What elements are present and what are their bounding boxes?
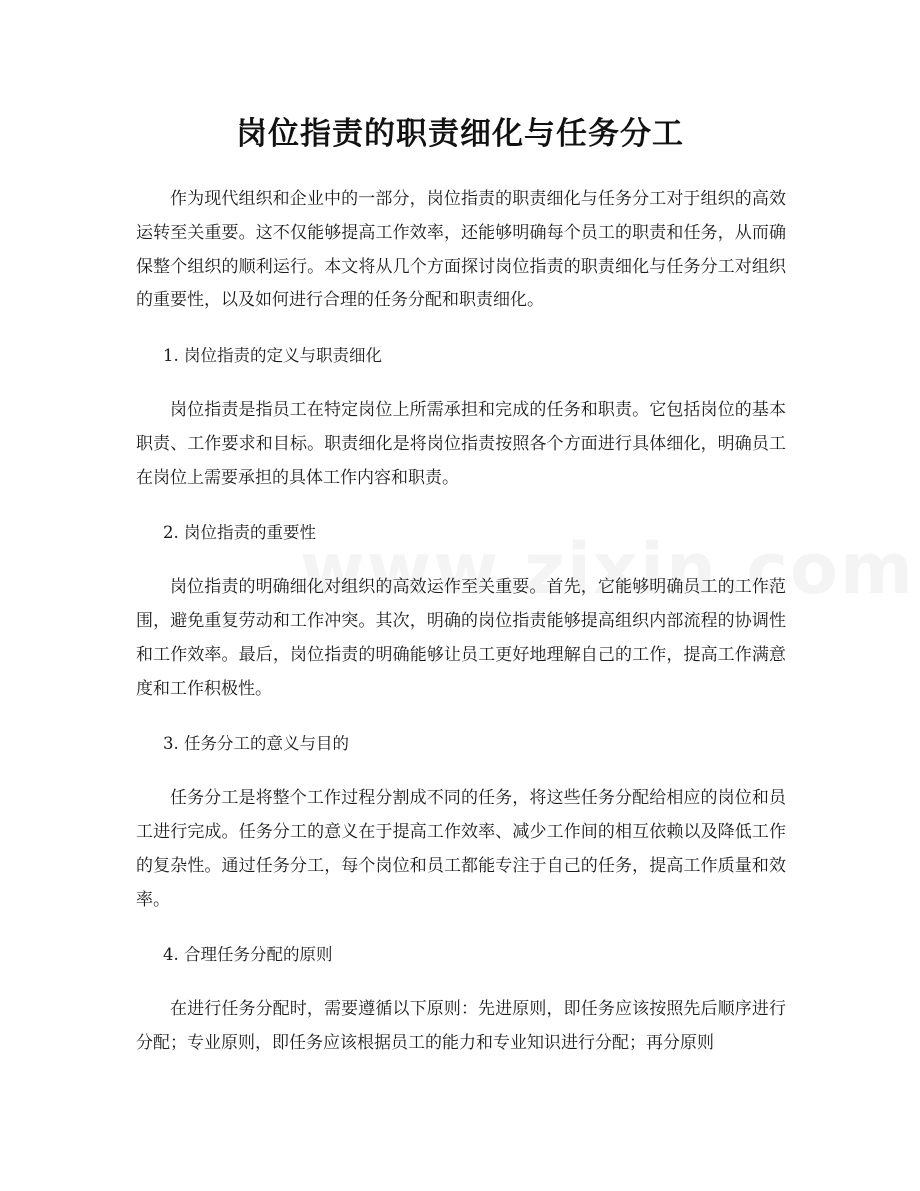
document-title: 岗位指责的职责细化与任务分工 bbox=[236, 116, 684, 152]
section-heading: 2. 岗位指责的重要性 bbox=[163, 523, 316, 543]
section-paragraph: 岗位指责的明确细化对组织的高效运作至关重要。首先，它能够明确员工的工作范围，避免重复劳动和工作冲突。其次，明确的岗位指责能够提高组织内部流程的协调性和工作效率。最后，岗位指责的明确能够让员工更好地理解自己的工作，提高工作满意度和工作积极性。 bbox=[136, 577, 786, 699]
section-paragraph: 任务分工是将整个工作过程分割成不同的任务，将这些任务分配给相应的岗位和员工进行完成。任务分工的意义在于提高工作效率、减少工作间的相互依赖以及降低工作的复杂性。通过任务分工，每个岗位和员工都能专注于自己的任务，提高工作质量和效率。 bbox=[136, 788, 786, 910]
intro-paragraph: 作为现代组织和企业中的一部分，岗位指责的职责细化与任务分工对于组织的高效运转至关重要。这不仅能够提高工作效率，还能够明确每个员工的职责和任务，从而确保整个组织的顺利运行。本文将从几个方面探讨岗位指责的职责细化与任务分工对组织的重要性，以及如何进行合理的任务分配和职责细化。 bbox=[136, 189, 786, 311]
document-body bbox=[136, 183, 786, 1061]
section-paragraph: 在进行任务分配时，需要遵循以下原则：先进原则，即任务应该按照先后顺序进行分配；专业原则，即任务应该根据员工的能力和专业知识进行分配；再分原则 bbox=[136, 999, 786, 1053]
section-paragraph: 岗位指责是指员工在特定岗位上所需承担和完成的任务和职责。它包括岗位的基本职责、工作要求和目标。职责细化是将岗位指责按照各个方面进行具体细化，明确员工在岗位上需要承担的具体工作内容和职责。 bbox=[136, 399, 786, 488]
section-heading: 3. 任务分工的意义与目的 bbox=[163, 734, 349, 754]
section-heading: 1. 岗位指责的定义与职责细化 bbox=[163, 346, 382, 366]
section-heading: 4. 合理任务分配的原则 bbox=[163, 945, 333, 965]
